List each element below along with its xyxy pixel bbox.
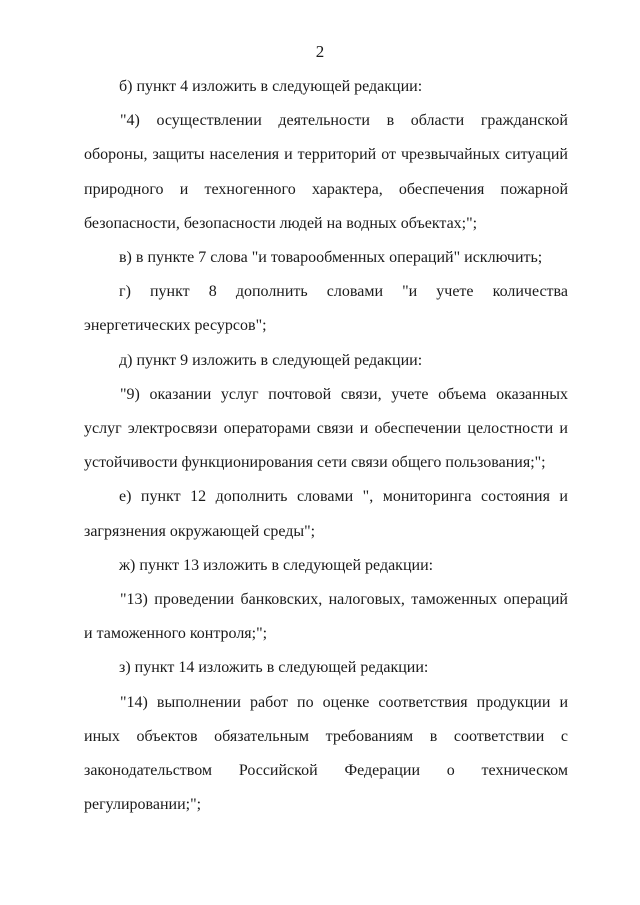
paragraph-amendment-zh: ж) пункт 13 изложить в следующей редакции: bbox=[119, 556, 434, 574]
paragraph-amendment-z: з) пункт 14 изложить в следующей редакции: bbox=[119, 659, 429, 677]
paragraph-amendment-g: г) пункт 8 дополнить словами "и учете количества энергетических ресурсов"; bbox=[84, 283, 568, 335]
paragraph-item-4-text: "4) осуществлении деятельности в области гражданской обороны, защиты населения и территорий от чрезвычайных ситуаций природного и техногенного характера, обеспечения пожарной безопасности, безопасности людей на водных объектах;"; bbox=[84, 112, 568, 232]
paragraph-amendment-v: в) в пункте 7 слова "и товарообменных операций" исключить; bbox=[119, 249, 543, 267]
document-body bbox=[84, 70, 568, 822]
paragraph-item-13-text: "13) проведении банковских, налоговых, таможенных операций и таможенного контроля;"; bbox=[84, 591, 568, 643]
paragraph-amendment-d: д) пункт 9 изложить в следующей редакции: bbox=[119, 351, 423, 369]
paragraph-item-9-text: "9) оказании услуг почтовой связи, учете объема оказанных услуг электросвязи операторами связи и обеспечении целостности и устойчивости функционирования сети связи общего пользования;"; bbox=[84, 385, 568, 472]
paragraph-amendment-e: е) пункт 12 дополнить словами ", мониторинга состояния и загрязнения окружающей среды"; bbox=[84, 488, 568, 540]
page-number: 2 bbox=[315, 42, 325, 61]
paragraph-amendment-b: б) пункт 4 изложить в следующей редакции: bbox=[119, 78, 423, 95]
paragraph-item-14-text: "14) выполнении работ по оценке соответствия продукции и иных объектов обязательным требованиям в соответствии с законодательством Российской Федерации о техническом регулировании;"; bbox=[84, 693, 568, 814]
